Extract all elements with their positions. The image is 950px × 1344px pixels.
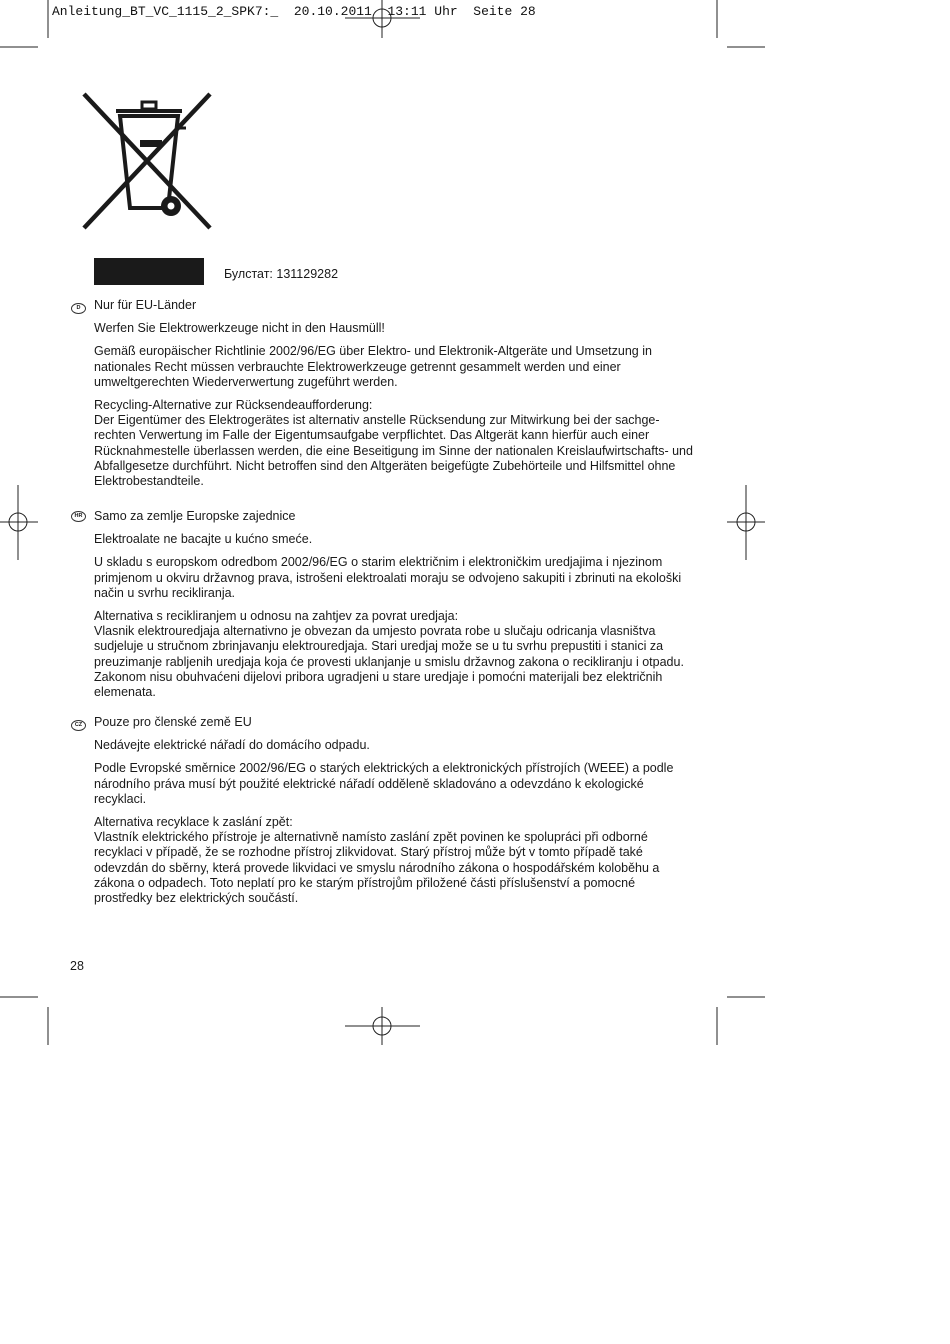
section-paragraph: Alternativa s recikliranjem u odnosu na zahtjev za povrat uredjaja: Vlasnik elektrouredjaja alternativno je obvezan da umjesto povrata robe u slučaju odricanja vlasništva sudjeluje u stručnom zbrinjavanju elektrouredjaja. Stari uredjaj može se u tu svrhu prepustiti i stanici za preuzimanje rabljenih uredjaja koja će provesti uklanjanje u smislu državnog zakona o recikliranju i otpadu. Zakonom nisu obuhvaćeni dijelovi pribora ugradjeni u stare uredjaje i pomoćni materijali bez električnih elemenata. [94, 609, 684, 700]
section-cz [94, 715, 694, 914]
crossed-out-wheelie-bin-icon [80, 90, 214, 230]
section-paragraph: Recycling-Alternative zur Rücksendeaufforderung: Der Eigentümer des Elektrogerätes ist alternativ anstelle Rücksendung zur Mitwirkung bei der sachge-rechten Verwertung im Falle der Eigentumsaufgabe verpflichtet. Das Altgerät kann hierfür auch einer Rücknahmestelle überlassen werden, die eine Beseitigung im Sinne der nationalen Kreislaufwirtschafts- und Abfallgesetze durchführt. Nicht betroffen sind den Altgeräten beigefügte Zubehörteile und Hilfsmittel ohne Elektrobestandteile. [94, 398, 693, 489]
section-paragraph: Elektroalate ne bacajte u kućno smeće. [94, 532, 313, 547]
country-badge-cz: CZ [71, 720, 86, 731]
section-paragraph: Gemäß europäischer Richtlinie 2002/96/EG über Elektro- und Elektronik-Altgeräte und Umsetzung in nationales Recht müssen verbrauchte Elektrowerkzeuge getrennt gesammelt werden und einer umweltgerechten Wiederverwertung zugeführt werden. [94, 344, 652, 389]
section-paragraph: Alternativa recyklace k zaslání zpět: Vlastník elektrického přístroje je alternativně namísto zaslání zpět povinen ke spolupráci při odborné recyklaci v případě, že se rozhodne přístroj zlikvidovat. Starý přístroj může být v tomto případě také odevzdán do sběrny, která provede likvidaci ve smyslu národního zákona o hospodářském koloběhu a zákona o odpadech. Toto neplatí pro ke starým přístrojům přiložené části příslušenství a pomocné prostředky bez elektrických součástí. [94, 815, 660, 906]
black-bar [94, 258, 204, 285]
country-badge-hr: HR [71, 511, 86, 522]
section-paragraph: Podle Evropské směrnice 2002/96/EG o starých elektrických a elektronických přístrojích (WEEE) a podle národního práva musí být použité elektrické nářadí odděleně skladováno a odevzdáno k ekologické recyklaci. [94, 761, 674, 806]
bulstat-number: Булстат: 131129282 [224, 267, 339, 281]
section-paragraph: Nedávejte elektrické nářadí do domácího odpadu. [94, 738, 370, 753]
page-number: 28 [70, 959, 84, 973]
section-title: Samo za zemlje Europske zajednice [94, 509, 296, 523]
section-paragraph: Werfen Sie Elektrowerkzeuge nicht in den Hausmüll! [94, 321, 385, 336]
section-paragraph: U skladu s europskom odredbom 2002/96/EG o starim električnim i elektroničkim uredjajima i njezinom primjenom u okviru državnog prava, istrošeni elektroalati moraju se odvojeno sakupiti i zbrinuti na ekološki način u svrhu recikliranja. [94, 555, 682, 600]
section-hr [94, 509, 694, 708]
print-slug-header: Anleitung_BT_VC_1115_2_SPK7:_ 20.10.2011 13:11 Uhr Seite 28 [52, 4, 536, 19]
section-de [94, 298, 694, 497]
section-title: Pouze pro členské země EU [94, 715, 252, 729]
section-title: Nur für EU-Länder [94, 298, 197, 312]
country-badge-d: D [71, 303, 86, 314]
